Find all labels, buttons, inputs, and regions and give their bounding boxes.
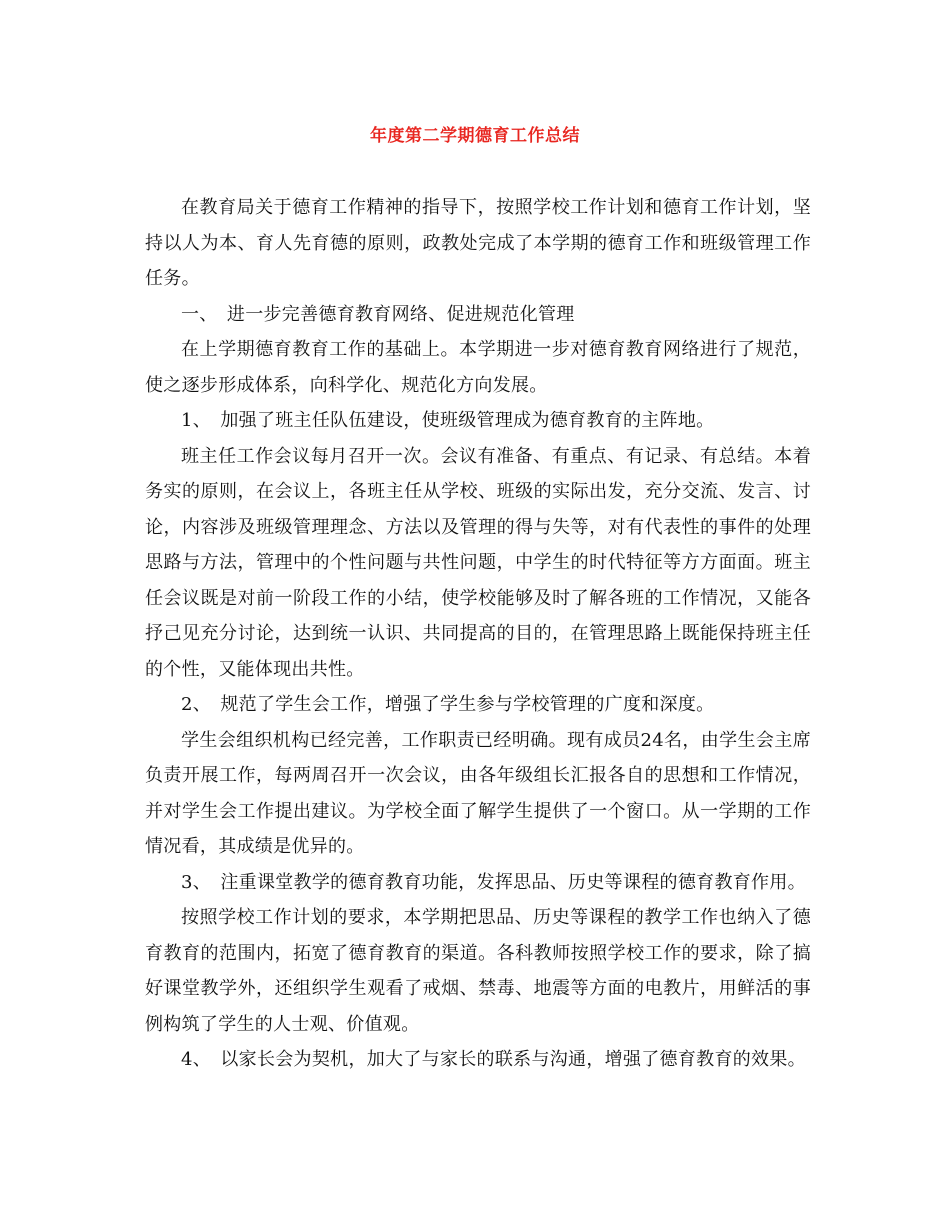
document-body — [145, 190, 811, 1078]
item-paragraph-1: 班主任工作会议每月召开一次。会议有准备、有重点、有记录、有总结。本着务实的原则，在会议上，各班主任从学校、班级的实际出发，充分交流、发言、讨论，内容涉及班级管理理念、方法以及管理的得与失等，对有代表性的事件的处理思路与方法，管理中的个性问题与共性问题，中学生的时代特征等方方面面。班主任会议既是对前一阶段工作的小结，使学校能够及时了解各班的工作情况，又能各抒己见充分讨论，达到统一认识、共同提高的目的，在管理思路上既能保持班主任的个性，又能体现出共性。 — [145, 445, 811, 680]
item-heading-2: 2、 规范了学生会工作，增强了学生参与学校管理的广度和深度。 — [181, 694, 715, 715]
item-heading-1: 1、 加强了班主任队伍建设，使班级管理成为德育教育的主阵地。 — [181, 410, 715, 431]
item-paragraph-3: 按照学校工作计划的要求，本学期把思品、历史等课程的教学工作也纳入了德育教育的范围内，拓宽了德育教育的渠道。各科教师按照学校工作的要求，除了搞好课堂教学外，还组织学生观看了戒烟、禁毒、地震等方面的电教片，用鲜活的事例构筑了学生的人士观、价值观。 — [145, 907, 811, 1035]
item-heading-3: 3、 注重课堂教学的德育教育功能，发挥思品、历史等课程的德育教育作用。 — [181, 871, 806, 893]
section-paragraph-1: 在上学期德育教育工作的基础上。本学期进一步对德育教育网络进行了规范，使之逐步形成体系，向科学化、规范化方向发展。 — [145, 339, 811, 396]
item-heading-4: 4、 以家长会为契机，加大了与家长的联系与沟通，增强了德育教育的效果。 — [181, 1049, 806, 1070]
intro-paragraph: 在教育局关于德育工作精神的指导下，按照学校工作计划和德育工作计划，坚持以人为本、育人先育德的原则，政教处完成了本学期的德育工作和班级管理工作任务。 — [145, 197, 811, 289]
item-paragraph-2: 学生会组织机构已经完善，工作职责已经明确。现有成员24名，由学生会主席负责开展工作，每两周召开一次会议，由各年级组长汇报各自的思想和工作情况，并对学生会工作提出建议。为学校全面了解学生提供了一个窗口。从一学期的工作情况看，其成绩是优异的。 — [145, 729, 811, 857]
document-title: 年度第二学期德育工作总结 — [370, 126, 580, 146]
section-heading-1: 一、 进一步完善德育教育网络、促进规范化管理 — [181, 303, 575, 325]
